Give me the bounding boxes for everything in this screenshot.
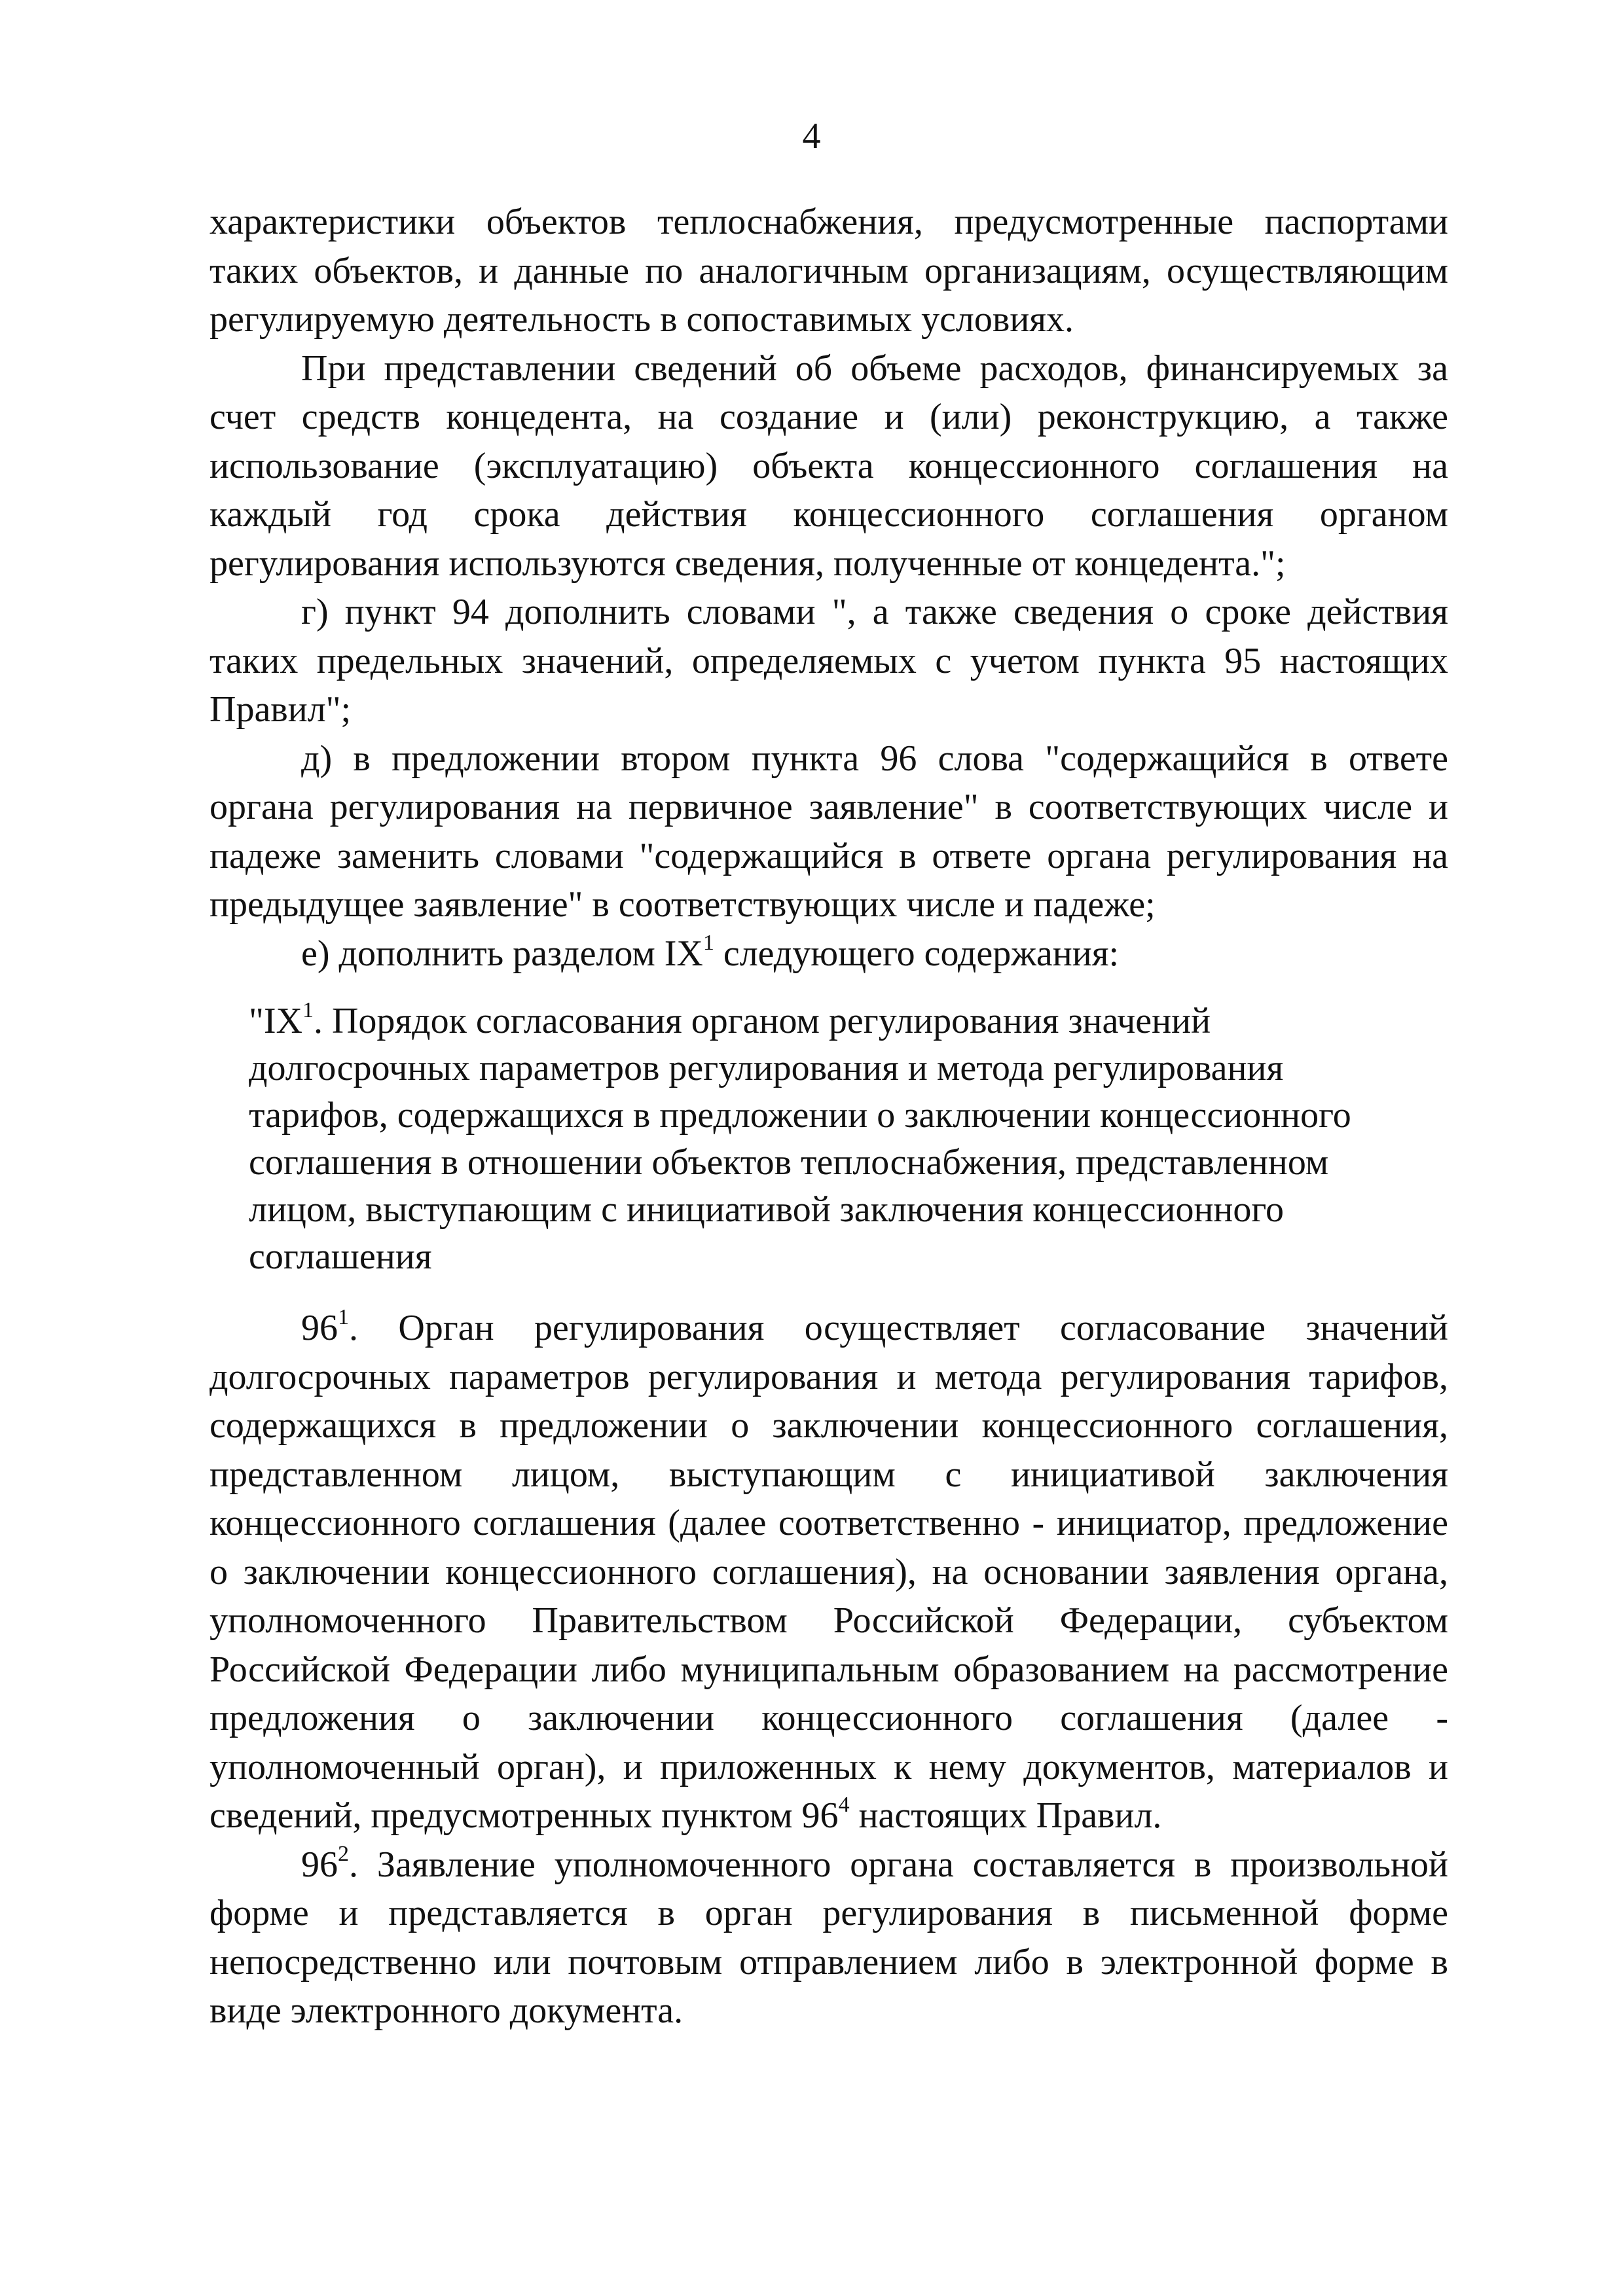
clause-number: 96 xyxy=(301,1308,338,1348)
item-e-text-end: следующего содержания: xyxy=(714,933,1120,974)
heading-line: соглашения xyxy=(249,1236,432,1277)
paragraph-expenses: При представлении сведений об объеме расходов, финансируемых за счет средств концедента, на создание и (или) реконструкцию, а также использование (эксплуатацию) объекта концессионного соглашения на каждый год срока действия концессионного соглашения органом регулирования используются сведения, полученные от концедента."; xyxy=(210,348,1448,584)
paragraph-characteristics: характеристики объектов теплоснабжения, предусмотренные паспортами таких объектов, и данные по аналогичным организациям, осуществляющим регулируемую деятельность в сопоставимых условиях. xyxy=(210,202,1448,340)
clause-text: . Орган регулирования осуществляет согласование значений долгосрочных параметров регулирования и метода регулирования тарифов, содержащихся в предложении о заключении концессионного соглашения, представленном лицом, выступающим с инициативой заключения концессионного соглашения (далее соответственно - инициатор, предложение о заключении концессионного соглашения), на основании заявления органа, уполномоченного Правительством Российской Федерации, субъектом Российской Федерации либо муниципальным образованием на рассмотрение предложения о заключении концессионного соглашения (далее - уполномоченный орган), и приложенных к нему документов, материалов и сведений, предусмотренных пунктом 96 xyxy=(210,1308,1448,1836)
clause-96-2 xyxy=(210,1840,1448,2036)
item-e-text: е) дополнить разделом IX xyxy=(301,933,703,974)
heading-line-text: . Порядок согласования органом регулирования значений xyxy=(313,1001,1211,1041)
item-g: г) пункт 94 дополнить словами ", а также сведения о сроке действия таких предельных значений, определяемых с учетом пункта 95 настоящих Правил"; xyxy=(210,592,1448,730)
heading-line: лицом, выступающим с инициативой заключения концессионного xyxy=(249,1189,1284,1230)
section-heading xyxy=(210,978,1448,1304)
clause-number: 96 xyxy=(301,1844,338,1885)
item-d: д) в предложении втором пункта 96 слова "содержащийся в ответе органа регулирования на первичное заявление" в соответствующих числе и падеже заменить словами "содержащийся в ответе органа регулирования на предыдущее заявление" в соответствующих числе и падеже; xyxy=(210,738,1448,925)
item-e xyxy=(210,929,1448,978)
clause-96-1 xyxy=(210,1304,1448,1840)
document-body xyxy=(210,198,1448,2036)
item-e-superscript: 1 xyxy=(702,930,714,955)
page-number: 4 xyxy=(802,116,821,156)
clause-text: . Заявление уполномоченного органа составляется в произвольной форме и представляется в орган регулирования в письменной форме непосредственно или почтовым отправлением либо в электронной форме в виде электронного документа. xyxy=(210,1844,1448,2031)
heading-line: тарифов, содержащихся в предложении о заключении концессионного xyxy=(249,1095,1351,1136)
heading-prefix: "IX xyxy=(249,1001,302,1041)
clause-superscript: 2 xyxy=(338,1841,349,1866)
reference-superscript: 4 xyxy=(838,1793,850,1818)
heading-line: долгосрочных параметров регулирования и метода регулирования xyxy=(249,1048,1284,1088)
heading-superscript: 1 xyxy=(302,998,314,1023)
heading-line: соглашения в отношении объектов теплоснабжения, представленном xyxy=(249,1142,1329,1183)
clause-superscript: 1 xyxy=(338,1305,349,1330)
clause-text-end: настоящих Правил. xyxy=(849,1795,1162,1836)
heading-line xyxy=(249,997,1409,1045)
